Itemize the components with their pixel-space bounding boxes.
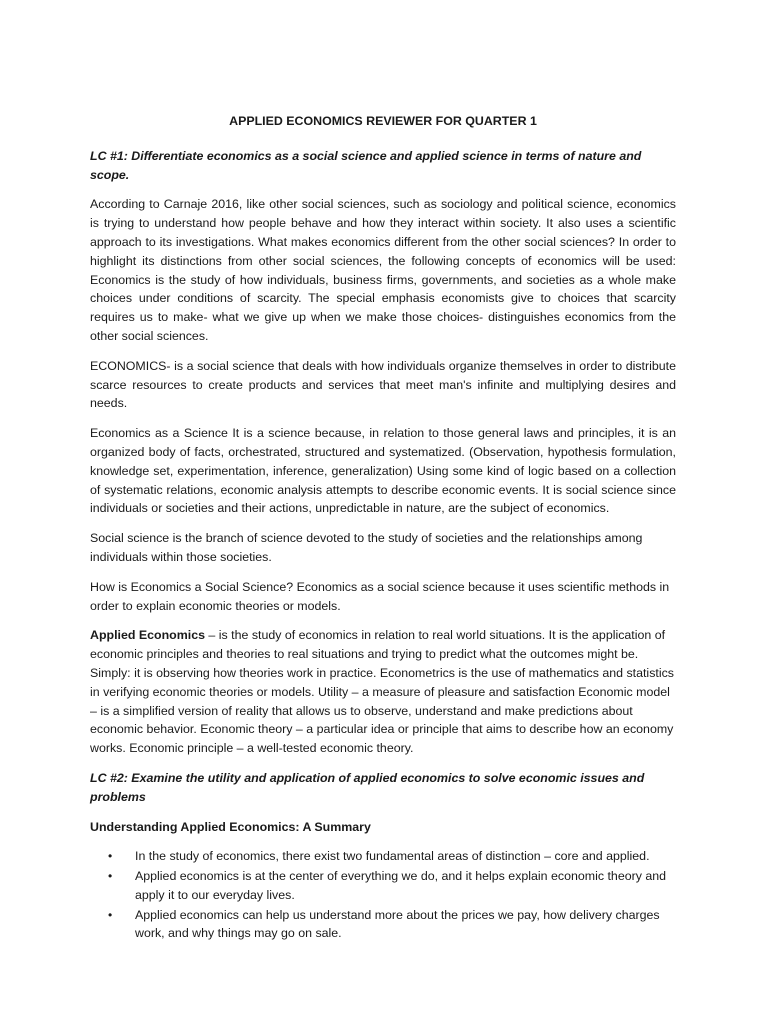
- lc2-heading: LC #2: Examine the utility and application of applied economics to solve economic issues and problems: [90, 770, 645, 804]
- paragraph-how-social-science: How is Economics a Social Science? Economics as a social science because it uses scientific methods in order to explain economic theories or models.: [90, 579, 670, 613]
- paragraph-carnaje: According to Carnaje 2016, like other social sciences, such as sociology and political science, economics is trying to understand how people behave and how they interact within society. It also uses a scientific approach to its investigations. What makes economics different from the other social sciences? In order to highlight its distinctions from other social sciences, the following concepts of economics will be used: Economics is the study of how individuals, business firms, governments, and societies as a whole make choices under conditions of scarcity. The special emphasis economists give to choices that scarcity requires us to make- what we give up when we make those choices- distinguishes economics from the other social sciences.: [90, 197, 676, 343]
- paragraph-social-science: Social science is the branch of science devoted to the study of societies and the relationships among individuals within those societies.: [90, 531, 643, 564]
- bullet-icon: •: [108, 849, 113, 864]
- paragraph-economics-definition: ECONOMICS- is a social science that deals with how individuals organize themselves in order to distribute scarce resources to create products and services that meet man's infinite and multiplying desires and needs.: [90, 358, 676, 411]
- summary-heading: Understanding Applied Economics: A Summary: [90, 819, 371, 834]
- bullet-icon: •: [108, 907, 113, 922]
- list-item-text: Applied economics is at the center of everything we do, and it helps explain economic theory and apply it to our everyday lives.: [135, 869, 667, 902]
- document-title: APPLIED ECONOMICS REVIEWER FOR QUARTER 1: [229, 114, 537, 128]
- applied-economics-term: Applied Economics: [90, 628, 205, 643]
- list-item: [108, 906, 676, 944]
- paragraph-applied-economics: [90, 626, 676, 758]
- applied-economics-text: – is the study of economics in relation to real world situations. It is the application of economic principles and theories to real situations and trying to predict what the outcomes might be. Simply: it is observing how theories work in practice. Econometrics is the use of mathematics and statistics in verifying economic theories or models. Utility – a measure of pleasure and satisfaction Economic model – is a simplified version of reality that allows us to observe, understand and make predictions about economic behavior. Economic theory – a particular idea or principle that aims to describe how an economy works. Economic principle – a well-tested economic theory.: [90, 628, 674, 756]
- summary-list: [90, 847, 676, 943]
- list-item-text: In the study of economics, there exist two fundamental areas of distinction – core and applied.: [135, 849, 650, 864]
- paragraph-economics-as-science: Economics as a Science It is a science because, in relation to those general laws and principles, it is an organized body of facts, orchestrated, structured and systematized. (Observation, hypothesis formulation, knowledge set, experimentation, inference, generalization) Using some kind of logic based on a collection of systematic relations, economic analysis attempts to describe economic events. It is social science since individuals or societies and their actions, unpredictable in nature, are the subject of economics.: [90, 426, 676, 516]
- list-item: [108, 847, 676, 866]
- list-item-text: Applied economics can help us understand more about the prices we pay, how delivery charges work, and why things may go on sale.: [135, 907, 660, 941]
- list-item: [108, 867, 676, 905]
- lc1-heading: LC #1: Differentiate economics as a social science and applied science in terms of nature and scope.: [90, 148, 642, 182]
- bullet-icon: •: [108, 869, 113, 884]
